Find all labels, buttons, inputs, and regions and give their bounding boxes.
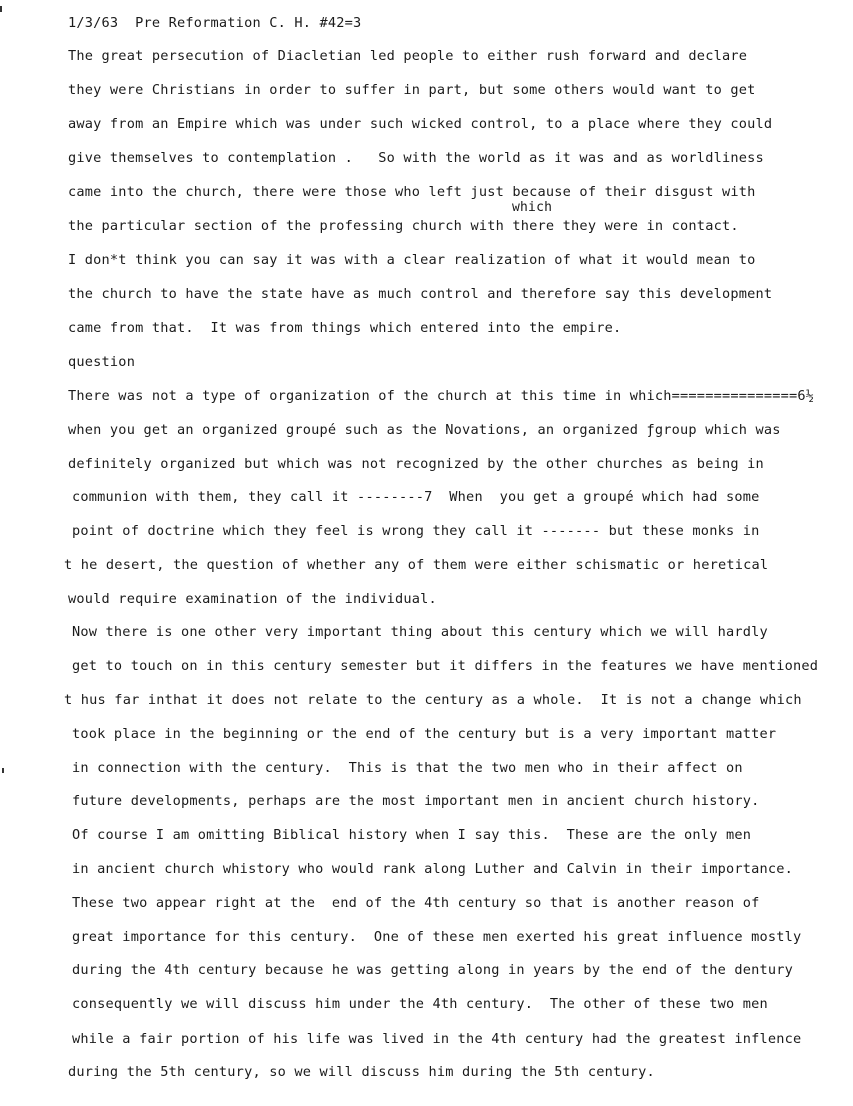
text-line-12: when you get an organized groupé such as the Novations, an organized ƒgroup which was — [68, 422, 781, 438]
text-line-27: great importance for this century. One of these men exerted his great influence mostly — [72, 929, 802, 945]
text-line-30: while a fair portion of his life was lived in the 4th century had the greatest inflence — [72, 1031, 802, 1047]
text-line-10: question — [68, 354, 136, 370]
text-line-17: would require examination of the individual. — [68, 591, 437, 607]
text-line-1: The great persecution of Diacletian led people to either rush forward and declare — [68, 48, 748, 64]
text-line-3: away from an Empire which was under such wicked control, to a place where they could — [68, 116, 773, 132]
text-line-20: t hus far inthat it does not relate to the century as a whole. It is not a change which — [64, 692, 802, 708]
page-header: 1/3/63 Pre Reformation C. H. #42=3 — [68, 15, 362, 31]
text-line-21: took place in the beginning or the end of the century but is a very important matter — [72, 726, 777, 742]
text-line-22: in connection with the century. This is that the two men who in their affect on — [72, 760, 743, 776]
text-line-8: the church to have the state have as much control and therefore say this development — [68, 286, 773, 302]
text-line-26: These two appear right at the end of the 4th century so that is another reason of — [72, 895, 760, 911]
text-line-6: the particular section of the professing church with there they were in contact. — [68, 218, 739, 234]
text-line-7: I don*t think you can say it was with a clear realization of what it would mean to — [68, 252, 756, 268]
text-line-16: t he desert, the question of whether any of them were either schismatic or heretical — [64, 557, 769, 573]
text-line-2: they were Christians in order to suffer in part, but some others would want to get — [68, 82, 756, 98]
text-line-11: There was not a type of organization of the church at this time in which===============6½ — [68, 388, 815, 404]
scan-edge-mark-top — [0, 6, 2, 12]
text-line-28: during the 4th century because he was getting along in years by the end of the dentury — [72, 962, 794, 978]
text-line-14: communion with them, they call it --------7 When you get a groupé which had some — [72, 489, 760, 505]
text-line-29: consequently we will discuss him under the 4th century. The other of these two men — [72, 996, 768, 1012]
text-line-4: give themselves to contemplation . So with the world as it was and as worldliness — [68, 150, 764, 166]
text-line-23: future developments, perhaps are the most important men in ancient church history. — [72, 793, 760, 809]
text-line-15: point of doctrine which they feel is wrong they call it ------- but these monks in — [72, 523, 760, 539]
text-line-31: during the 5th century, so we will discuss him during the 5th century. — [68, 1064, 655, 1080]
interlinear-insertion: which — [512, 200, 553, 215]
text-line-5: came into the church, there were those who left just because of their disgust with — [68, 184, 756, 200]
text-line-25: in ancient church whistory who would rank along Luther and Calvin in their importance. — [72, 861, 794, 877]
text-line-9: came from that. It was from things which entered into the empire. — [68, 320, 622, 336]
text-line-19: get to touch on in this century semester but it differs in the features we have mentioned — [72, 658, 819, 674]
text-line-18: Now there is one other very important thing about this century which we will hardly — [72, 624, 768, 640]
scan-edge-mark-mid — [2, 768, 4, 773]
text-line-24: Of course I am omitting Biblical history when I say this. These are the only men — [72, 827, 752, 843]
text-line-13: definitely organized but which was not recognized by the other churches as being in — [68, 456, 764, 472]
